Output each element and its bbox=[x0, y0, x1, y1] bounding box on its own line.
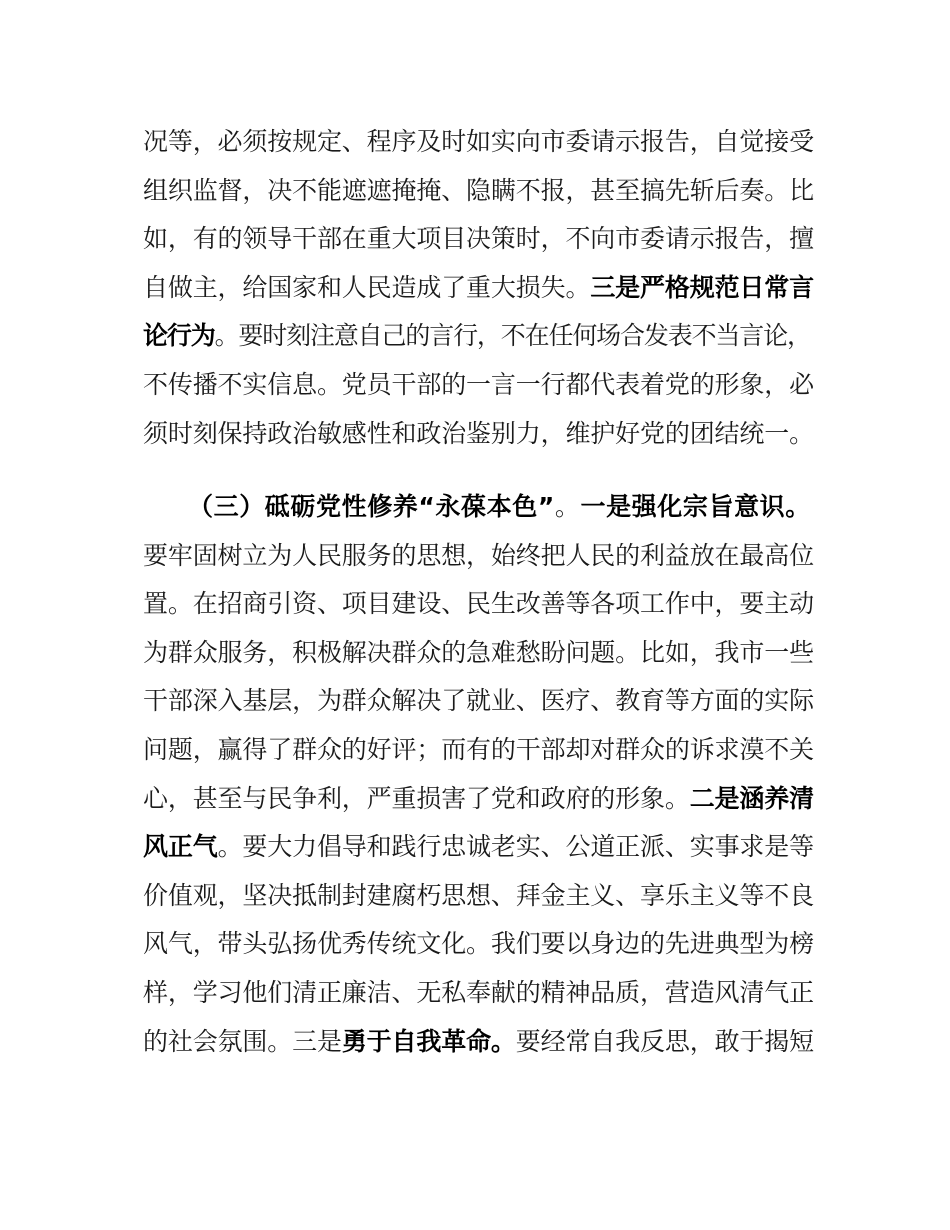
paragraph-1-line-5 bbox=[143, 312, 813, 361]
bold-heading-three-cont: 论行为 bbox=[143, 321, 215, 351]
paragraph-1-line-3: 如，有的领导干部在重大项目决策时，不向市委请示报告，擅 bbox=[143, 224, 814, 254]
paragraph-2-line-6: 问题，赢得了群众的好评；而有的干部却对群众的诉求漠不关 bbox=[143, 734, 814, 764]
section-heading-period: 。 bbox=[554, 492, 581, 521]
paragraph-1-line-6: 不传播不实信息。党员干部的一言一行都代表着党的形象，必 bbox=[143, 369, 814, 399]
paragraph-2-line-3: 置。在招商引资、项目建设、民生改善等各项工作中，要主动 bbox=[143, 589, 814, 619]
paragraph-1 bbox=[143, 118, 813, 458]
section-heading-line bbox=[143, 483, 813, 532]
bold-heading-three-b: 勇于自我革命。 bbox=[341, 1026, 516, 1056]
paragraph-2-line-8 bbox=[143, 823, 813, 872]
bold-heading-two: 二是涵养清 bbox=[689, 783, 814, 813]
paragraph-2-line-9: 价值观，坚决抵制封建腐朽思想、拜金主义、享乐主义等不良 bbox=[143, 880, 814, 910]
paragraph-2-line-2: 要牢固树立为人民服务的思想，始终把人民的利益放在最高位 bbox=[143, 540, 814, 570]
paragraph-1-line-1: 况等，必须按规定、程序及时如实向市委请示报告，自觉接受 bbox=[143, 127, 814, 156]
paragraph-1-line-7: 须时刻保持政治敏感性和政治鉴别力，维护好党的团结统一。 bbox=[143, 418, 814, 448]
paragraph-2-line-4: 为群众服务，积极解决群众的急难愁盼问题。比如，我市一些 bbox=[143, 637, 814, 667]
bold-heading-two-cont: 风正气 bbox=[143, 832, 218, 862]
paragraph-2 bbox=[143, 483, 813, 1066]
paragraph-2-line-11: 样，学习他们清正廉洁、无私奉献的精神品质，营造风清气正 bbox=[143, 977, 814, 1007]
paragraph-2-line-7-text: 心，甚至与民争利，严重损害了党和政府的形象。 bbox=[143, 783, 690, 813]
paragraph-2-line-12-tail: 要经常自我反思，敢于揭短 bbox=[515, 1026, 814, 1056]
bold-heading-one: 一是强化宗旨意识。 bbox=[580, 492, 811, 521]
paragraph-2-line-8-text: 。要大力倡导和践行忠诚老实、公道正派、实事求是等 bbox=[217, 832, 814, 862]
paragraph-1-line-4 bbox=[143, 264, 813, 313]
paragraph-2-line-12 bbox=[143, 1018, 813, 1067]
bold-heading-three: 三是严格规范日常言 bbox=[590, 272, 814, 302]
paragraph-2-line-10: 风气，带头弘扬优秀传统文化。我们要以身边的先进典型为榜 bbox=[143, 929, 814, 959]
paragraph-2-line-7 bbox=[143, 775, 813, 824]
section-heading: （三）砥砺党性修养“永葆本色” bbox=[188, 492, 555, 521]
paragraph-1-line-5-text: 。要时刻注意自己的言行，不在任何场合发表不当言论， bbox=[214, 321, 811, 351]
paragraph-2-line-5: 干部深入基层，为群众解决了就业、医疗、教育等方面的实际 bbox=[143, 686, 814, 716]
paragraph-1-line-4-text: 自做主，给国家和人民造成了重大损失。 bbox=[143, 272, 591, 302]
paragraph-2-line-12-text: 的社会氛围。三是 bbox=[143, 1026, 342, 1056]
paragraph-1-line-2: 组织监督，决不能遮遮掩掩、隐瞒不报，甚至搞先斩后奏。比 bbox=[143, 175, 814, 205]
